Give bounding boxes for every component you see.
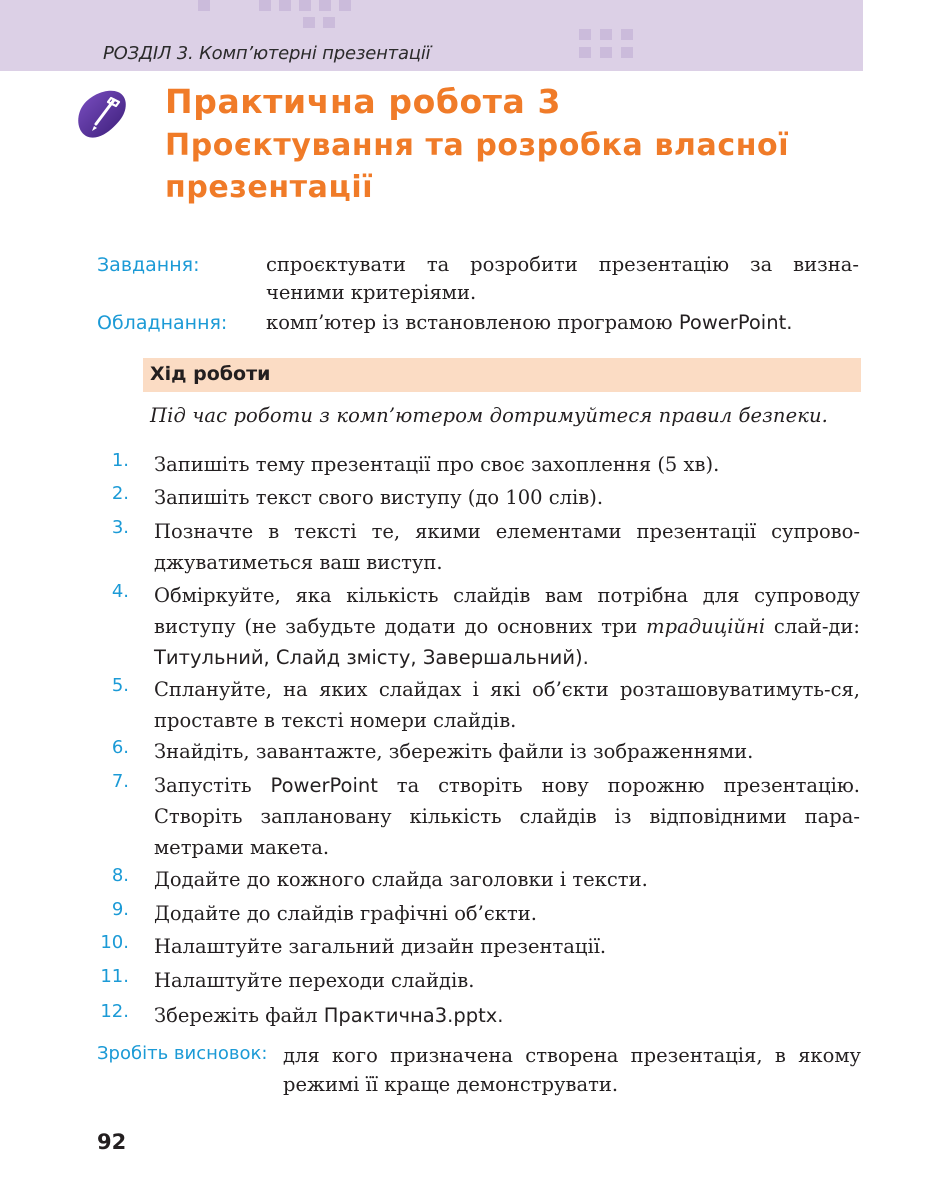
step-number: 5. bbox=[111, 675, 129, 696]
step-text-part: Обміркуйте, яка кількість слайдів вам потрібна для супроводу виступу (не забудьте додати до основних три bbox=[154, 584, 860, 638]
header-decoration bbox=[600, 29, 612, 40]
step-text: Запишіть текст свого виступу (до 100 слів). bbox=[154, 486, 604, 509]
step-text: Налаштуйте загальний дизайн презентації. bbox=[154, 935, 607, 958]
pen-mouse-icon bbox=[74, 86, 132, 142]
equipment-label: Обладнання: bbox=[97, 312, 228, 334]
header-decoration bbox=[621, 47, 633, 58]
practical-work-title bbox=[165, 80, 865, 208]
step-text bbox=[154, 1000, 860, 1031]
step-number: 11. bbox=[100, 966, 129, 987]
task-text: спроєктувати та розробити презентацію за визна-ченими критеріями. bbox=[266, 253, 859, 304]
step-text-italic: традиційні bbox=[646, 615, 766, 638]
conclusion-label: Зробіть висновок: bbox=[97, 1043, 268, 1064]
equipment-text bbox=[266, 309, 859, 337]
header-decoration bbox=[259, 0, 271, 11]
chapter-title: РОЗДІЛ 3. Комп’ютерні презентації bbox=[103, 43, 431, 64]
header-decoration bbox=[279, 0, 291, 11]
equipment-text-main: комп’ютер із встановленою програмою bbox=[266, 311, 673, 334]
step-number: 9. bbox=[111, 899, 129, 920]
step-text bbox=[154, 580, 860, 673]
title-sub-line: Проєктування та розробка власної bbox=[165, 128, 790, 163]
header-decoration bbox=[600, 47, 612, 58]
step-number: 6. bbox=[111, 737, 129, 758]
app-name: PowerPoint bbox=[270, 774, 378, 797]
safety-note: Під час роботи з комп’ютером дотримуйтеся правил безпеки. bbox=[150, 404, 828, 427]
step-text: Знайдіть, завантажте, збережіть файли із зображеннями. bbox=[154, 740, 754, 763]
header-decoration bbox=[579, 29, 591, 40]
header-decoration bbox=[621, 29, 633, 40]
step-text: Налаштуйте переходи слайдів. bbox=[154, 969, 475, 992]
step-number: 12. bbox=[100, 1001, 129, 1022]
title-main: Практична робота 3 bbox=[165, 82, 562, 121]
slide-names: Титульний, Слайд змісту, Завершальний). bbox=[154, 646, 589, 669]
header-decoration bbox=[198, 0, 210, 11]
header-decoration bbox=[303, 17, 315, 28]
step-number: 1. bbox=[111, 450, 129, 471]
page-number: 92 bbox=[97, 1130, 127, 1154]
title-sub-line: презентації bbox=[165, 170, 374, 205]
step-text: Додайте до слайдів графічні об’єкти. bbox=[154, 902, 537, 925]
task-label: Завдання: bbox=[97, 254, 200, 276]
step-number: 2. bbox=[111, 483, 129, 504]
step-text: Додайте до кожного слайда заголовки і тексти. bbox=[154, 868, 648, 891]
equipment-app-name: PowerPoint. bbox=[678, 311, 793, 334]
step-text: Позначте в тексті те, якими елементами презентації супрово-джуватиметься ваш виступ. bbox=[154, 520, 860, 574]
file-name: Практична3.pptx. bbox=[323, 1004, 504, 1027]
step-text-part: Запустіть bbox=[154, 774, 271, 797]
header-decoration bbox=[579, 47, 591, 58]
step-number: 7. bbox=[111, 771, 129, 792]
step-text-part: слай-ди: bbox=[765, 615, 860, 638]
step-number: 8. bbox=[111, 865, 129, 886]
step-text: Сплануйте, на яких слайдах і які об’єкти розташовуватимуть-ся, проставте в тексті номери слайдів. bbox=[154, 678, 860, 732]
header-decoration bbox=[299, 0, 311, 11]
progress-title: Хід роботи bbox=[150, 363, 271, 385]
header-decoration bbox=[339, 0, 351, 11]
step-text-part: Збережіть файл bbox=[154, 1004, 324, 1027]
step-number: 3. bbox=[111, 517, 129, 538]
step-number: 10. bbox=[100, 932, 129, 953]
header-decoration bbox=[319, 0, 331, 11]
step-text-part: та створіть нову порожню презентацію. Створіть заплановану кількість слайдів із відповідними пара-метрами макета. bbox=[154, 774, 861, 859]
step-text bbox=[154, 770, 860, 863]
header-decoration bbox=[323, 17, 335, 28]
step-number: 4. bbox=[111, 581, 129, 602]
conclusion-text: для кого призначена створена презентація, в якому режимі її краще демонструвати. bbox=[283, 1044, 861, 1096]
step-text: Запишіть тему презентації про своє захоплення (5 хв). bbox=[154, 453, 720, 476]
